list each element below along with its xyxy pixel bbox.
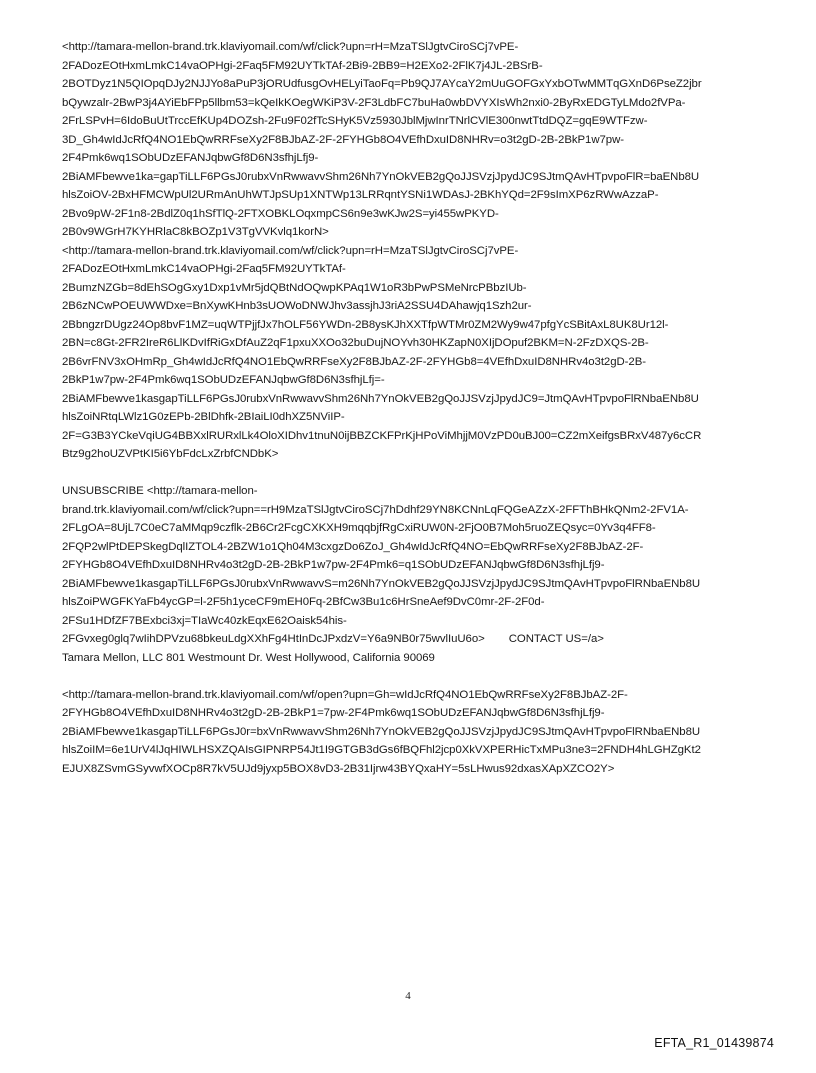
text-line: 2FADozEOtHxmLmkC14vaOPHgi-2Faq5FM92UYTkTAf- <box>62 263 346 275</box>
text-line: 2FLgOA=8UjL7C0eC7aMMqp9czflk-2B6Cr2FcgCXKXH9mqqbjfRgCxiRUW0N-2FjO0B7Moh5ruoZEQsyc=0Yv3q4FF8- <box>62 522 656 534</box>
text-line: 2BumzNZGb=8dEhSOgGxy1Dxp1vMr5jdQBtNdOQwpKPAq1W1oR3bPwPSMeNrcPBbzIUb- <box>62 281 527 294</box>
text-line: 2B6vrFNV3xOHmRp_Gh4wIdJcRfQ4NO1EbQwRRFseXy2F8BJbAZ-2F-2FYHGb8=4VEfhDxuID8NHRv4o3t2gD-2B- <box>62 355 646 368</box>
bates-number: EFTA_R1_01439874 <box>654 1036 774 1050</box>
page-number: 4 <box>405 990 411 1002</box>
text-line: 2B0v9WGrH7KYHRlaC8kBOZp1V3TgVVKvlq1korN> <box>62 226 329 238</box>
text-line: 3D_Gh4wIdJcRfQ4NO1EbQwRRFseXy2F8BJbAZ-2F-2FYHGb8O4VEfhDxuID8NHRv=o3t2gD-2B-2BkP1w7pw- <box>62 133 625 146</box>
text-line: 2BOTDyz1N5QIOpqDJy2NJJYo8aPuP3jORUdfusgOvHELyiTaoFq=Pb9QJ7AYcaY2mUuGOFGxYxbOTwMMTqGXnD6PseZ2jbr <box>62 78 702 90</box>
text-line: 2BiAMFbewve1kasgapTiLLF6PGsJ0rubxVnRwwavvShm26Nh7YnOkVEB2gQoJJSVzjJpydJC9=JtmQAvHTpvpoFlRNbaENb8U <box>62 392 699 405</box>
open-tracking-link[interactable] <box>62 686 774 779</box>
text-line: 2BiAMFbewve1kasgapTiLLF6PGsJ0rubxVnRwwavvS=m26Nh7YnOkVEB2gQoJJSVzjJpydJC9SJtmQAvHTpvpoFlRNbaENb8U <box>62 577 701 590</box>
text-line: 2BbngzrDUgz24Op8bvF1MZ=uqWTPjjfJx7hOLF56YWDn-2B8ysKJhXXTfpWTMr0ZM2Wy9w47pfgYcSBitAxL8UK8Ur12l- <box>62 318 669 331</box>
tracking-link-2[interactable] <box>62 242 774 464</box>
tracking-link-1[interactable] <box>62 38 774 242</box>
text-line: hlsZoiPWGFKYaFb4ycGP=l-2F5h1yceCF9mEH0Fq-2BfCw3Bu1c6HrSneAef9DvC0mr-2F-2F0d- <box>62 596 545 608</box>
text-line: 2FYHGb8O4VEfhDxuID8NHRv4o3t2gD-2B-2BkP1=7pw-2F4Pmk6wq1SObUDzEFANJqbwGf8D6N3sfhjLfj9- <box>62 707 605 719</box>
text-line: 2BN=c8Gt-2FR2IreR6LlKDvIfRiGxDfAuZ2qF1pxuXXOo32buDujNOYvh30HKZapN0XIjDOpuf2BKM=N-2FzDXQS-2B- <box>62 337 649 349</box>
text-line: 2F=G3B3YCkeVqiUG4BBXxlRURxlLk4OloXIDhv1tnuN0ijBBZCKFPrKjHPoViMhjjM0VzPD0uBJ00=CZ2mXeifgsBRxV487y6cCR <box>62 429 702 442</box>
text-line: 2Bvo9pW-2F1n8-2BdlZ0q1hSfTlQ-2FTXOBKLOqxmpCS6n9e3wKJw2S=yi455wPKYD- <box>62 207 499 220</box>
text-line: 2F4Pmk6wq1SObUDzEFANJqbwGf8D6N3sfhjLfj9- <box>62 152 319 164</box>
unsubscribe-link-end[interactable]: 2FGvxeg0glq7wIihDPVzu68bkeuLdgXXhFg4HtInDcJPxdzV=Y6a9NB0r75wvlIuU6o> <box>62 633 485 645</box>
text-line: bQywzalr-2BwP3j4AYiEbFPp5llbm53=kQeIkKOegWKiP3V-2F3LdbFC7buHa0wbDVYXIsWh2nxi0-2ByRxEDGTyLMdo2fVPa- <box>62 96 686 109</box>
paragraph-gap <box>62 464 774 483</box>
text-line: 2FADozEOtHxmLmkC14vaOPHgi-2Faq5FM92UYTkTAf-2Bi9-2BB9=H2EXo2-2FlK7j4JL-2BSrB- <box>62 59 543 72</box>
text-line: Btz9g2hoUZVPtKI5i6YbFdcLxZrbfCNDbK> <box>62 448 279 460</box>
document-body <box>62 38 774 778</box>
text-line: 2FQP2wlPtDEPSkegDqlIZTOL4-2BZW1o1Qh04M3cxgzDo6ZoJ_Gh4wIdJcRfQ4NO=EbQwRRFseXy2F8BJbAZ-2F- <box>62 540 644 553</box>
contact-us-link[interactable]: CONTACT US=/a> <box>508 633 604 645</box>
text-line: 2B6zNCwPOEUWWDxe=BnXywKHnb3sUOWoDNWJhv3assjhJ3riA2SSU4DAhawjq1Szh2ur- <box>62 300 532 312</box>
text-line: <http://tamara-mellon-brand.trk.klaviyomail.com/wf/click?upn=rH=MzaTSlJgtvCiroSCj7vPE- <box>62 41 519 53</box>
text-line: <http://tamara-mellon-brand.trk.klaviyomail.com/wf/click?upn=rH=MzaTSlJgtvCiroSCj7vPE- <box>62 244 519 257</box>
text-line: EJUX8ZSvmGSyvwfXOCp8R7kV5UJd9jyxp5BOX8vD3-2B31Ijrw43BYQxaHY=5sLHwus92dxasXApXZCO2Y> <box>62 762 615 775</box>
text-line: <http://tamara-mellon-brand.trk.klaviyomail.com/wf/open?upn=Gh=wIdJcRfQ4NO1EbQwRRFseXy2F8BJbAZ-2F- <box>62 688 628 701</box>
text-line: 2FYHGb8O4VEfhDxuID8NHRv4o3t2gD-2B-2BkP1w7pw-2F4Pmk6=q1SObUDzEFANJqbwGf8D6N3sfhjLfj9- <box>62 559 605 571</box>
unsubscribe-contact-row <box>62 630 774 649</box>
text-line: brand.trk.klaviyomail.com/wf/click?upn==rH9MzaTSlJgtvCiroSCj7hDdhf29YN8KCNnLqFQGeAZzX-2FFThBHkQNm2-2FV1A- <box>62 503 689 516</box>
company-address: Tamara Mellon, LLC 801 Westmount Dr. West Hollywood, California 90069 <box>62 651 435 664</box>
text-line: 2BiAMFbewve1ka=gapTiLLF6PGsJ0rubxVnRwwavvShm26Nh7YnOkVEB2gQoJJSVzjJpydJC9SJtmQAvHTpvpoFlR=baENb8U <box>62 170 700 183</box>
text-line: 2FSu1HDfZF7BExbci3xj=TIaWc40zkEqxE62Oaisk54his- <box>62 614 347 627</box>
text-line: hlsZoiIM=6e1UrV4lJqHIWLHSXZQAIsGIPNRP54Jt1I9GTGB3dGs6fBQFhl2jcp0XkVXPERHicTxMPu3ne3=2FNDH4hLGHZgKt2 <box>62 744 701 756</box>
paragraph-gap <box>62 667 774 686</box>
text-line: 2BiAMFbewve1kasgapTiLLF6PGsJ0r=bxVnRwwavvShm26Nh7YnOkVEB2gQoJJSVzjJpydJC9SJtmQAvHTpvpoFlRNbaENb8U <box>62 725 701 738</box>
text-line: UNSUBSCRIBE <http://tamara-mellon- <box>62 485 258 497</box>
text-line: hlsZoiNRtqLWlz1G0zEPb-2BlDhfk-2BIaiLI0dhXZ5NViIP- <box>62 411 345 423</box>
text-line: hlsZoiOV-2BxHFMCWpUl2URmAnUhWTJpSUp1XNTWp13LRRqntYSNi1WDAsJ-2BKhYQd=2F9sImXP6zRWwAzzaP- <box>62 189 659 201</box>
unsubscribe-block[interactable] <box>62 482 774 667</box>
text-line: 2BkP1w7pw-2F4Pmk6wq1SObUDzEFANJqbwGf8D6N3sfhjLfj=- <box>62 374 385 386</box>
text-line: 2FrLSPvH=6IdoBuUtTrccEfKUp4DOZsh-2Fu9F02fTcSHyK5Vz5930JblMjwInrTNrlCVlE300nwtTtdDQZ=gqE9WTFzw- <box>62 115 648 127</box>
